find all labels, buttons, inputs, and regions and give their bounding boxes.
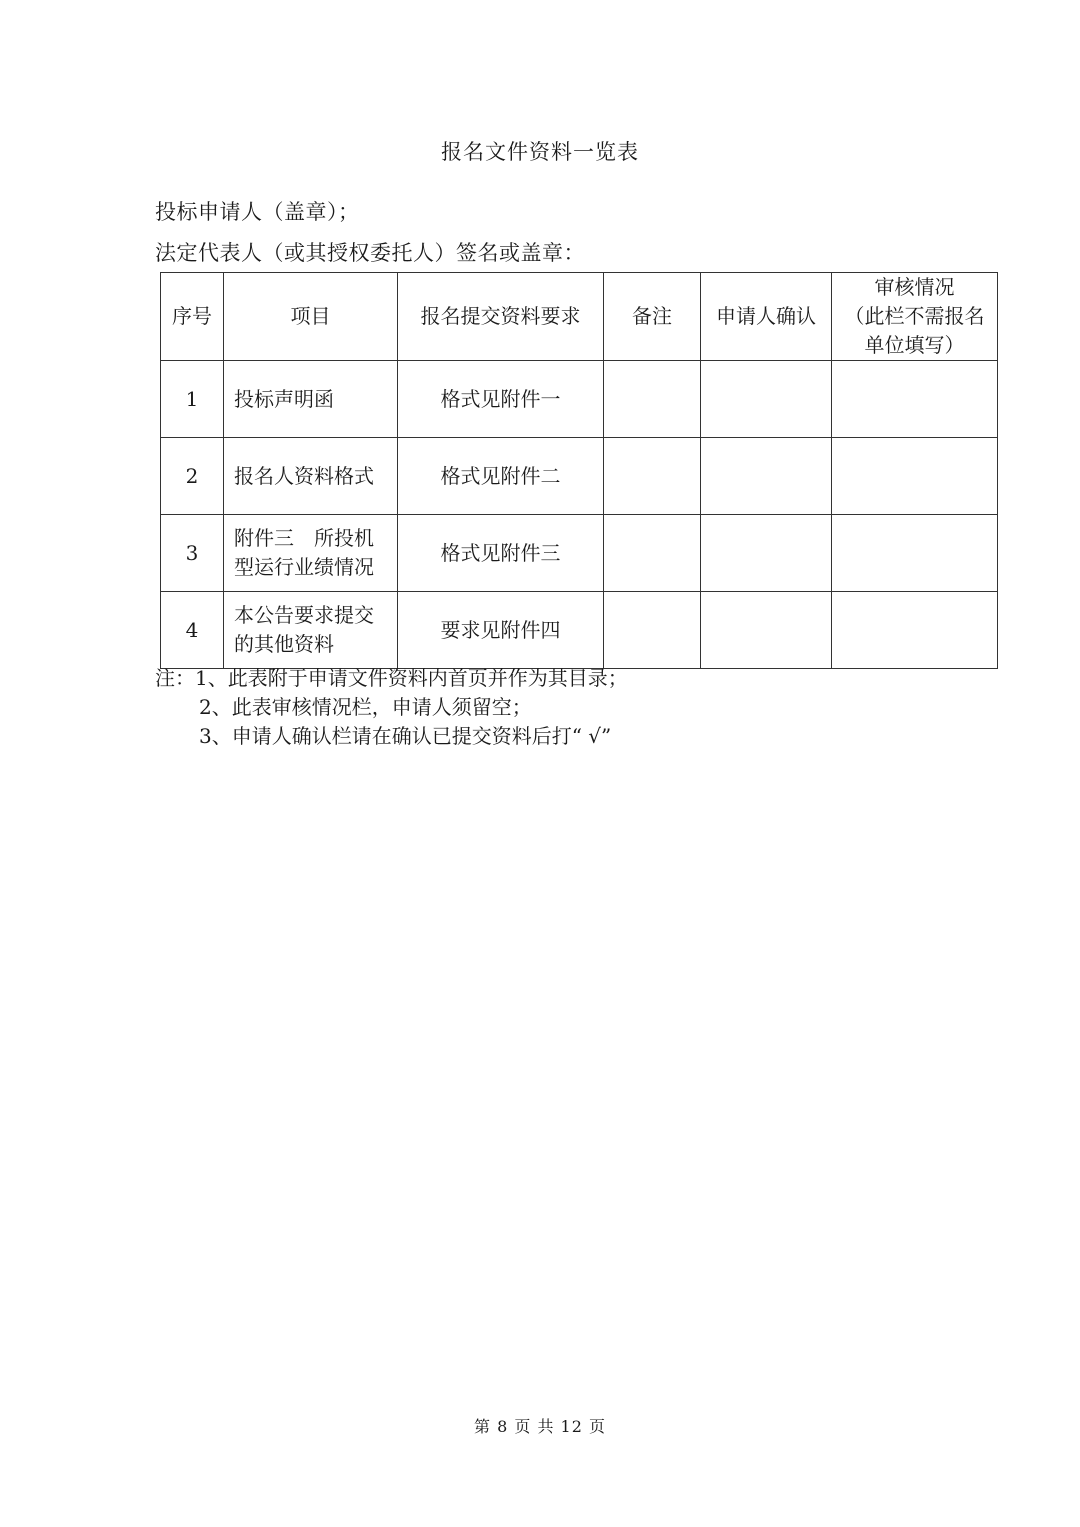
cell-review	[832, 438, 998, 515]
representative-line: 法定代表人（或其授权委托人）签名或盖章：	[155, 241, 585, 265]
note-item: 注：1、此表附于申请文件资料内首页并作为其目录；	[155, 666, 628, 690]
cell-confirm[interactable]	[701, 515, 832, 592]
applicant-line: 投标申请人（盖章）；	[155, 200, 360, 224]
cell-remark[interactable]	[604, 592, 701, 669]
table-header-row	[161, 273, 998, 361]
cell-item-line1: 投标声明函	[234, 386, 334, 411]
cell-no: 2	[161, 438, 224, 515]
cell-item	[224, 361, 398, 438]
cell-remark[interactable]	[604, 361, 701, 438]
cell-no: 3	[161, 515, 224, 592]
cell-item-line1: 附件三 所投机	[234, 526, 374, 550]
cell-item	[224, 592, 398, 669]
note-item: 2、此表审核情况栏，申请人须留空；	[199, 695, 532, 719]
header-remark: 备注	[604, 273, 701, 361]
cell-remark[interactable]	[604, 515, 701, 592]
table-row	[161, 515, 998, 592]
cell-remark[interactable]	[604, 438, 701, 515]
cell-no: 1	[161, 361, 224, 438]
header-no: 序号	[161, 273, 224, 361]
cell-confirm[interactable]	[701, 361, 832, 438]
notes-section	[155, 664, 628, 751]
cell-item-line2: 型运行业绩情况	[234, 555, 374, 579]
cell-review	[832, 361, 998, 438]
header-review	[832, 273, 998, 361]
cell-item-line1: 报名人资料格式	[234, 463, 374, 488]
header-confirm: 申请人确认	[701, 273, 832, 361]
cell-confirm[interactable]	[701, 592, 832, 669]
cell-requirement: 格式见附件三	[398, 515, 604, 592]
cell-no: 4	[161, 592, 224, 669]
cell-item-line1: 本公告要求提交	[234, 603, 374, 627]
header-requirement: 报名提交资料要求	[398, 273, 604, 361]
cell-item	[224, 438, 398, 515]
document-title: 报名文件资料一览表	[441, 140, 639, 164]
cell-review	[832, 515, 998, 592]
header-item: 项目	[224, 273, 398, 361]
cell-item	[224, 515, 398, 592]
cell-item-line2: 的其他资料	[234, 632, 334, 656]
header-review-line3: 单位填写）	[864, 333, 965, 357]
cell-requirement: 要求见附件四	[398, 592, 604, 669]
note-item: 3、申请人确认栏请在确认已提交资料后打“ √”	[199, 724, 612, 748]
table-row	[161, 361, 998, 438]
cell-review	[832, 592, 998, 669]
cell-confirm[interactable]	[701, 438, 832, 515]
table-row	[161, 438, 998, 515]
cell-requirement: 格式见附件一	[398, 361, 604, 438]
header-review-line2: （此栏不需报名	[844, 304, 985, 328]
cell-requirement: 格式见附件二	[398, 438, 604, 515]
header-review-line1: 审核情况	[874, 275, 955, 299]
document-list-table	[160, 272, 998, 669]
table-row	[161, 592, 998, 669]
page-number: 第 8 页 共 12 页	[474, 1417, 606, 1436]
